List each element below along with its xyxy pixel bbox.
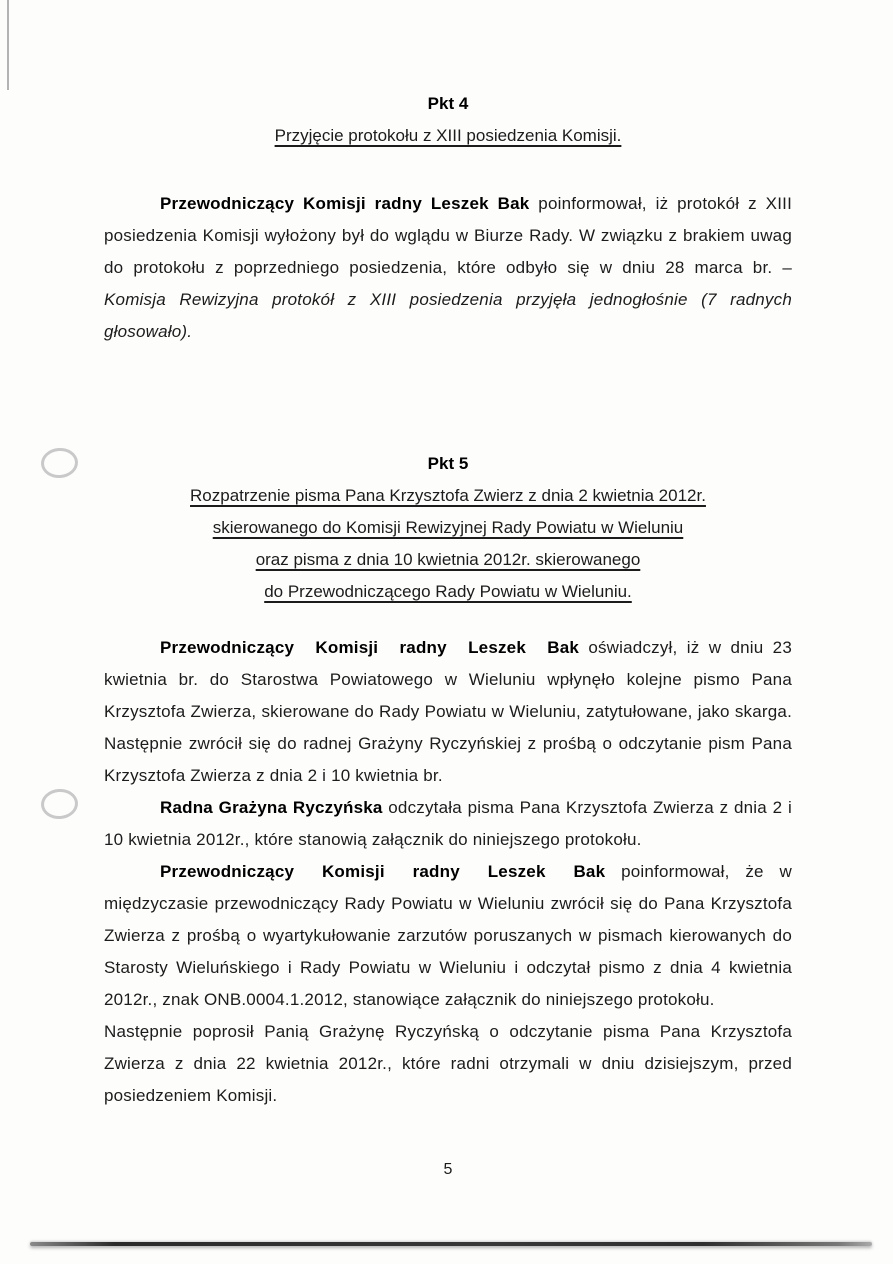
- section-subtitle-pkt4: [104, 120, 792, 152]
- paragraph-text: poinformował, że w międzyczasie przewodniczący Rady Powiatu w Wieluniu zwrócił się do Pana Krzysztofa Zwierza z prośbą o wyartykułowanie zarzutów poruszanych w pismach kierowanych do Starosty Wieluńskiego i Rady Powiatu w Wieluniu i odczytał pismo z dnia 4 kwietnia 2012r., znak ONB.0004.1.2012, stanowiące załącznik do niniejszego protokołu.: [104, 862, 793, 1009]
- speaker-name-bold: Radna Grażyna Ryczyńska: [160, 798, 383, 817]
- hole-punch-mark-top: [40, 447, 79, 480]
- underlined-heading-text: oraz pisma z dnia 10 kwietnia 2012r. skierowanego: [255, 550, 641, 569]
- speaker-name-bold: Przewodniczący Komisji radny Leszek Bak: [160, 862, 606, 881]
- speaker-name-bold: Przewodniczący Komisji radny Leszek Bak: [160, 194, 530, 213]
- paragraph-text: odczytała pisma Pana Krzysztofa Zwierza z dnia 2 i 10 kwietnia 2012r., które stanowią załącznik do niniejszego protokołu.: [104, 798, 792, 849]
- underlined-heading-text: skierowanego do Komisji Rewizyjnej Rady Powiatu w Wieluniu: [212, 518, 684, 537]
- paragraph-pkt5-3: [104, 856, 792, 1016]
- hole-punch-mark-bottom: [40, 788, 79, 821]
- underlined-heading-text: Rozpatrzenie pisma Pana Krzysztofa Zwierz z dnia 2 kwietnia 2012r.: [190, 486, 706, 505]
- document-content: [104, 0, 792, 1182]
- paragraph-pkt5-2: [104, 792, 792, 856]
- paragraph-text: Następnie poprosił Panią Grażynę Ryczyńską o odczytanie pisma Pana Krzysztofa Zwierza z dnia 22 kwietnia 2012r., które radni otrzymali w dniu dzisiejszym, przed posiedzeniem Komisji.: [104, 1022, 792, 1105]
- paragraph-text: oświadczył, iż w dniu 23 kwietnia br. do Starostwa Powiatowego w Wieluniu wpłynęło kolejne pismo Pana Krzysztofa Zwierza, skierowane do Rady Powiatu w Wieluniu, zatytułowane, jako skarga. Następnie zwrócił się do radnej Grażyny Ryczyńskiej z prośbą o odczytanie pism Pana Krzysztofa Zwierza z dnia 2 i 10 kwietnia br.: [104, 638, 792, 785]
- paragraph-pkt5-1: [104, 632, 792, 792]
- paragraph-text: poinformował, iż protokół z XIII posiedzenia Komisji wyłożony był do wglądu w Biurze Rady. W związku z brakiem uwag do protokołu z poprzedniego posiedzenia, które odbyło się w dniu 28 marca br. –: [104, 194, 792, 277]
- underlined-heading-text: Przyjęcie protokołu z XIII posiedzenia Komisji.: [274, 126, 622, 145]
- section-subtitle-pkt5-line-1: [104, 480, 792, 512]
- paragraph-pkt5-4: [104, 1016, 792, 1112]
- scan-artifact-vertical-line: [7, 0, 9, 90]
- scan-artifact-bottom-line: [30, 1242, 872, 1246]
- underlined-heading-text: do Przewodniczącego Rady Powiatu w Wieluniu.: [264, 582, 632, 601]
- resolution-italic-text: Komisja Rewizyjna protokół z XIII posiedzenia przyjęła jednogłośnie (7 radnych głosowało).: [104, 290, 792, 341]
- paragraph-pkt4-1: [104, 188, 792, 348]
- section-subtitle-pkt5-line-3: [104, 544, 792, 576]
- speaker-name-bold: Przewodniczący Komisji radny Leszek Bak: [160, 638, 580, 657]
- section-title-pkt4: Pkt 4: [427, 94, 469, 113]
- section-subtitle-pkt5-line-2: [104, 512, 792, 544]
- section-subtitle-pkt5-line-4: [104, 576, 792, 608]
- page-number: 5: [443, 1161, 453, 1178]
- section-title-pkt5: Pkt 5: [427, 454, 469, 473]
